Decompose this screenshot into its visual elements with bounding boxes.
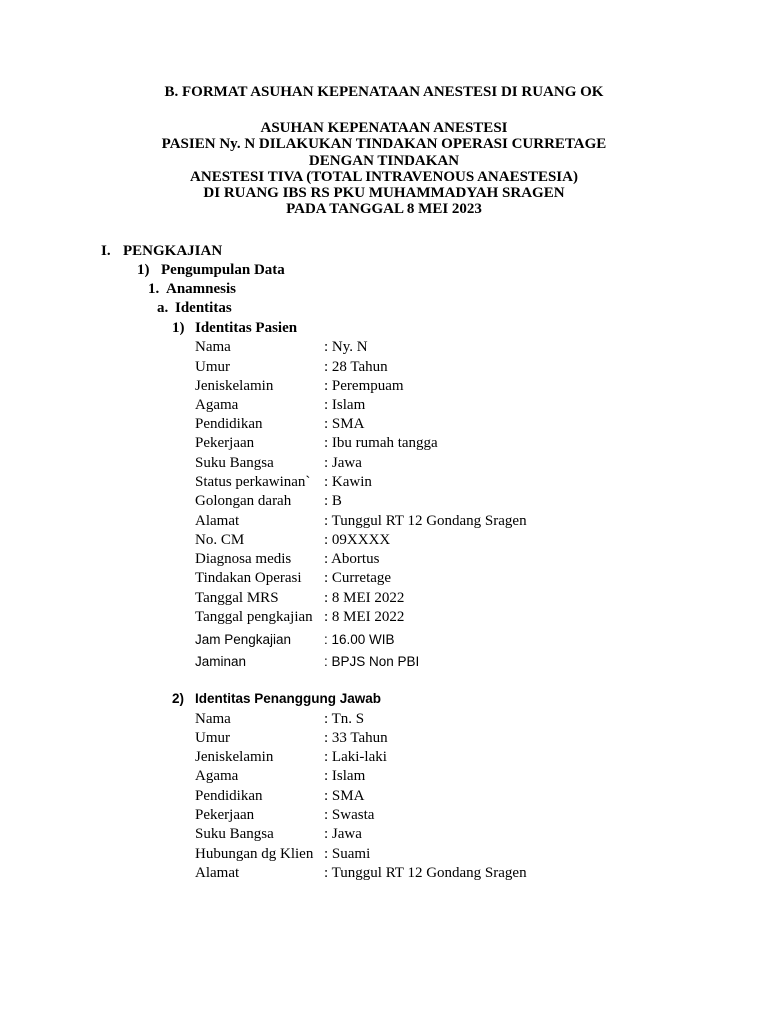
field-label: Jaminan xyxy=(195,654,247,669)
subsubsection-number: 1. xyxy=(148,281,160,297)
field-label: Tanggal pengkajian xyxy=(195,609,313,625)
field-label: Jeniskelamin xyxy=(195,378,274,394)
field-label: Alamat xyxy=(195,513,240,529)
field-label: No. CM xyxy=(195,532,245,548)
field-label: Agama xyxy=(195,768,239,784)
document-heading: B. FORMAT ASUHAN KEPENATAAN ANESTESI DI RUANG OK xyxy=(164,84,604,100)
field-value: : Perempuam xyxy=(324,378,404,394)
field-label: Umur xyxy=(195,730,230,746)
field-label: Jeniskelamin xyxy=(195,749,274,765)
field-label: Suku Bangsa xyxy=(195,455,274,471)
patient-identity-label: Identitas Pasien xyxy=(195,320,298,336)
field-value: : Ny. N xyxy=(324,339,368,355)
field-value: : Islam xyxy=(324,768,366,784)
section-heading xyxy=(101,242,223,260)
item-a-letter: a. xyxy=(157,300,169,316)
field-value: : 09XXXX xyxy=(324,532,391,548)
field-value: : 28 Tahun xyxy=(324,359,388,375)
field-label: Nama xyxy=(195,339,231,355)
field-label: Nama xyxy=(195,711,231,727)
field-value: : SMA xyxy=(324,416,365,432)
subsection-label: Pengumpulan Data xyxy=(161,262,285,278)
subsubsection-heading xyxy=(148,280,237,298)
field-value: : Abortus xyxy=(324,551,380,567)
field-label: Jam Pengkajian xyxy=(195,632,292,647)
field-value: : 33 Tahun xyxy=(324,730,388,746)
field-value: : Islam xyxy=(324,397,366,413)
field-value: : Laki-laki xyxy=(324,749,387,765)
field-value: : 8 MEI 2022 xyxy=(324,609,405,625)
title-line: PADA TANGGAL 8 MEI 2023 xyxy=(286,201,482,218)
guardian-identity-label: Identitas Penanggung Jawab xyxy=(195,691,382,706)
subsection-number: 1) xyxy=(137,262,150,278)
field-value: : Tunggul RT 12 Gondang Sragen xyxy=(324,865,527,881)
title-line: PASIEN Ny. N DILAKUKAN TINDAKAN OPERASI CURRETAGE xyxy=(161,136,607,153)
patient-identity-number: 1) xyxy=(172,320,185,336)
field-value: : 8 MEI 2022 xyxy=(324,590,405,606)
field-value: : BPJS Non PBI xyxy=(324,654,420,669)
item-a-label: Identitas xyxy=(175,300,232,316)
field-value: : Tn. S xyxy=(324,711,365,727)
field-value: : Curretage xyxy=(324,570,392,586)
guardian-identity-heading xyxy=(172,690,382,708)
field-label: Tindakan Operasi xyxy=(195,570,302,586)
patient-identity-heading xyxy=(172,319,298,337)
field-label: Agama xyxy=(195,397,239,413)
field-value: : B xyxy=(324,493,342,509)
field-label: Suku Bangsa xyxy=(195,826,274,842)
field-value: : Suami xyxy=(324,846,371,862)
field-label: Pekerjaan xyxy=(195,807,255,823)
field-value: : SMA xyxy=(324,788,365,804)
field-label: Tanggal MRS xyxy=(195,590,279,606)
item-a-heading xyxy=(157,299,232,317)
section-label: PENGKAJIAN xyxy=(123,243,223,259)
title-line: DENGAN TINDAKAN xyxy=(308,152,460,169)
field-value: : Jawa xyxy=(324,826,362,842)
field-label: Diagnosa medis xyxy=(195,551,292,567)
field-value: : Swasta xyxy=(324,807,375,823)
subsubsection-label: Anamnesis xyxy=(166,281,237,297)
field-label: Alamat xyxy=(195,865,240,881)
title-line: ASUHAN KEPENATAAN ANESTESI xyxy=(260,120,508,136)
field-value: : Jawa xyxy=(324,455,362,471)
field-label: Golongan darah xyxy=(195,493,292,509)
field-value: : Ibu rumah tangga xyxy=(324,435,438,451)
field-label: Status perkawinan` xyxy=(195,474,311,490)
field-value: : Tunggul RT 12 Gondang Sragen xyxy=(324,513,527,529)
subsection-heading xyxy=(137,261,285,279)
title-line: ANESTESI TIVA (TOTAL INTRAVENOUS ANAESTESIA) xyxy=(190,168,578,185)
guardian-identity-number: 2) xyxy=(172,691,185,706)
title-line: DI RUANG IBS RS PKU MUHAMMADYAH SRAGEN xyxy=(203,185,565,202)
field-label: Umur xyxy=(195,359,230,375)
section-number: I. xyxy=(101,243,111,259)
field-label: Pendidikan xyxy=(195,788,263,804)
document-title xyxy=(0,120,768,218)
field-label: Pekerjaan xyxy=(195,435,255,451)
field-label: Hubungan dg Klien xyxy=(195,846,314,862)
field-value: : Kawin xyxy=(324,474,372,490)
field-value: : 16.00 WIB xyxy=(324,632,395,647)
field-label: Pendidikan xyxy=(195,416,263,432)
